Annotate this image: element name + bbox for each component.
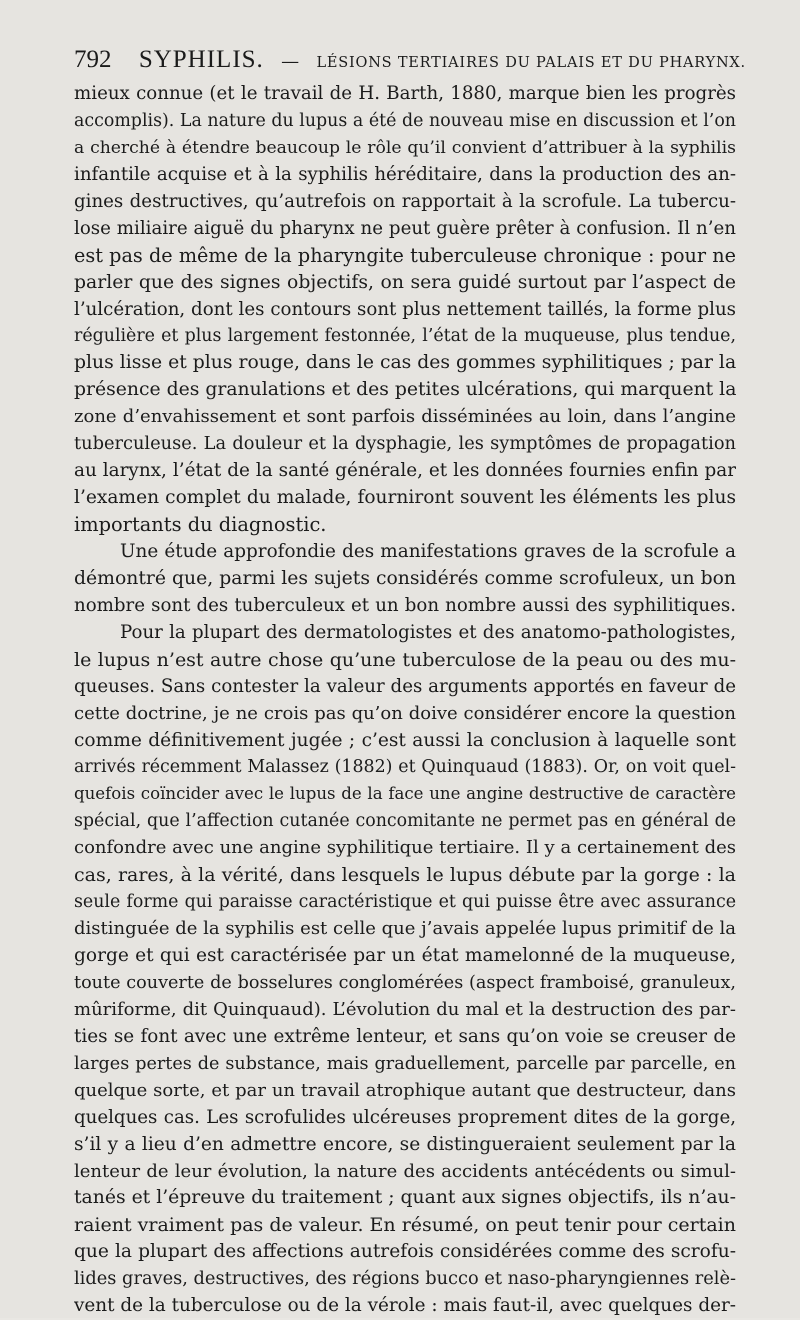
text-line: seule forme qui paraisse caractéristique et qui puisse être avec assurance <box>74 892 736 913</box>
text-line: comme définitivement jugée ; c’est aussi la conclusion à laquelle sont <box>74 729 736 751</box>
text-line: régulière et plus largement festonnée, l’état de la muqueuse, plus tendue, <box>74 326 736 347</box>
text-line: mieux connue (et le travail de H. Barth, 1880, marque bien les progrès <box>74 83 736 104</box>
text-line: lides graves, destructives, des régions bucco et naso-pharyngiennes relè- <box>74 1268 736 1290</box>
text-line: quelques cas. Les scrofulides ulcéreuses proprement dites de la gorge, <box>74 1106 736 1128</box>
text-line: plus lisse et plus rouge, dans le cas des gommes syphilitiques ; par la <box>74 352 736 374</box>
text-line: importants du diagnostic. <box>74 513 327 536</box>
text-line: confondre avec une angine syphilitique tertiaire. Il y a certainement des <box>74 837 736 859</box>
text-line: distinguée de la syphilis est celle que j’avais appelée lupus primitif de la <box>74 918 736 940</box>
running-subtitle: LÉSIONS TERTIAIRES DU PALAIS ET DU PHARYNX. <box>316 55 746 71</box>
text-line: l’examen complet du malade, fourniront souvent les éléments les plus <box>74 487 736 509</box>
text-line: quelque sorte, et par un travail atrophique autant que destructeur, dans <box>74 1079 736 1101</box>
text-line: vent de la tuberculose ou de la vérole : mais faut-il, avec quelques der- <box>74 1295 736 1317</box>
text-line: arrivés récemment Malassez (1882) et Quinquaud (1883). Or, on voit quel- <box>74 757 736 778</box>
text-line: toute couverte de bosselures conglomérées (aspect framboisé, granuleux, <box>74 972 736 993</box>
text-line: larges pertes de substance, mais graduellement, parcelle par parcelle, en <box>74 1053 736 1074</box>
text-line: présence des granulations et des petites ulcérations, qui marquent la <box>74 379 736 401</box>
text-line: au larynx, l’état de la santé générale, et les données fournies enfin par <box>74 460 736 482</box>
text-line: que la plupart des affections autrefois considérées comme des scrofu- <box>74 1241 736 1263</box>
text-line: queuses. Sans contester la valeur des arguments apportés en faveur de <box>74 675 736 697</box>
body-text <box>74 81 736 1320</box>
text-line: s’il y a lieu d’en admettre encore, se distingueraient seulement par la <box>74 1133 736 1155</box>
text-line: lenteur de leur évolution, la nature des accidents antécédents ou simul- <box>74 1160 736 1182</box>
text-line: infantile acquise et à la syphilis héréditaire, dans la production des an- <box>74 163 736 185</box>
text-line: ties se font avec une extrême lenteur, et sans qu’on voie se creuser de <box>74 1025 736 1047</box>
text-line: Pour la plupart des dermatologistes et des anatomo-pathologistes, <box>120 621 736 643</box>
text-line: le lupus n’est autre chose qu’une tuberculose de la peau ou des mu- <box>74 648 736 671</box>
running-title: SYPHILIS. <box>138 46 264 73</box>
header-dash: — <box>281 51 300 72</box>
text-line: démontré que, parmi les sujets considérés comme scrofuleux, un bon <box>74 567 736 589</box>
text-line: raient vraiment pas de valeur. En résumé, on peut tenir pour certain <box>74 1214 736 1237</box>
text-line: tanés et l’épreuve du traitement ; quant aux signes objectifs, ils n’au- <box>74 1187 736 1209</box>
text-line: est pas de même de la pharyngite tuberculeuse chronique : pour ne <box>74 243 736 267</box>
text-line: l’ulcération, dont les contours sont plus nettement taillés, la forme plus <box>74 298 736 320</box>
page-number: 792 <box>74 46 112 73</box>
text-line: lose miliaire aiguë du pharynx ne peut guère prêter à confusion. Il n’en <box>74 217 736 239</box>
text-line: accomplis). La nature du lupus a été de nouveau mise en discussion et l’on <box>74 110 736 131</box>
text-line: zone d’envahissement et sont parfois disséminées au loin, dans l’angine <box>74 406 736 428</box>
text-line: quefois coïncider avec le lupus de la face une angine destructive de caractère <box>74 784 736 804</box>
text-line: nombre sont des tuberculeux et un bon nombre aussi des syphilitiques. <box>74 594 736 616</box>
text-line: parler que des signes objectifs, on sera guidé surtout par l’aspect de <box>74 271 736 293</box>
text-line: gines destructives, qu’autrefois on rapportait à la scrofule. La tubercu- <box>74 190 736 212</box>
text-line: tuberculeuse. La douleur et la dysphagie, les symptômes de propagation <box>74 433 736 455</box>
text-line: cas, rares, à la vérité, dans lesquels le lupus débute par la gorge : la <box>74 864 736 887</box>
text-line: Une étude approfondie des manifestations graves de la scrofule a <box>120 540 736 562</box>
text-line: spécial, que l’affection cutanée concomitante ne permet pas en général de <box>74 811 736 832</box>
running-header <box>74 46 746 77</box>
text-line: cette doctrine, je ne crois pas qu’on doive considérer encore la question <box>74 702 736 724</box>
text-line: gorge et qui est caractérisée par un état mamelonné de la muqueuse, <box>74 945 736 966</box>
text-line: mûriforme, dit Quinquaud). L’évolution du mal et la destruction des par- <box>74 998 736 1020</box>
text-line: a cherché à étendre beaucoup le rôle qu’il convient d’attribuer à la syphilis <box>74 137 736 158</box>
